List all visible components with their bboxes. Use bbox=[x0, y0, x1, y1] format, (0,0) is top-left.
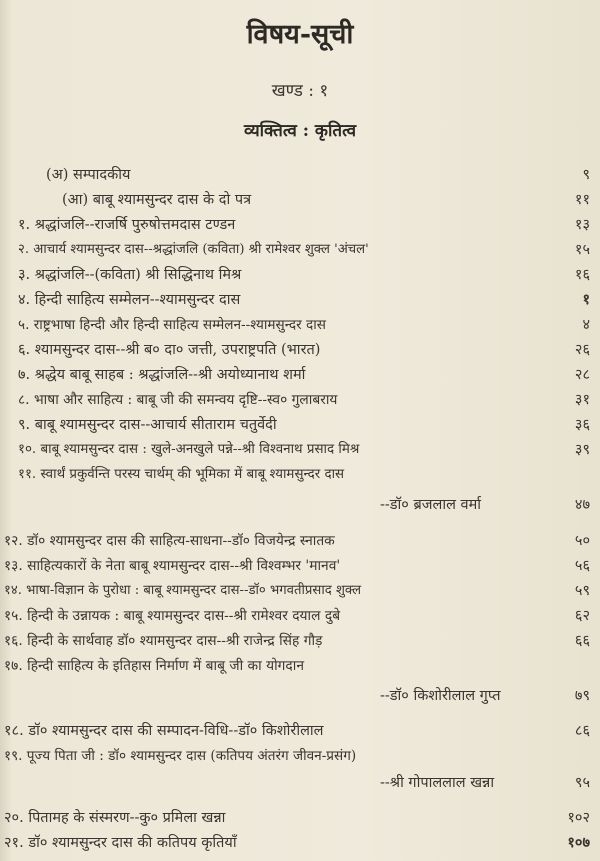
section-label: खण्ड : १ bbox=[271, 81, 329, 101]
toc-entry: ९. बाबू श्यामसुन्दर दास--आचार्य सीताराम चतुर्वेदी ३६ bbox=[18, 417, 590, 433]
toc-entry: ११. स्वार्थं प्रकुर्वन्ति परस्य चार्थम् की भूमिका में बाबू श्यामसुन्दर दास bbox=[18, 467, 345, 482]
toc-entry: १७. हिन्दी साहित्य के इतिहास निर्माण में बाबू जी का योगदान bbox=[4, 658, 304, 674]
toc-entry: १२. डॉ० श्यामसुन्दर दास की साहित्य-साधना--डॉ० विजयेन्द्र स्नातक ५० bbox=[4, 533, 590, 549]
toc-entry: १५. हिन्दी के उन्नायक : बाबू श्यामसुन्दर दास--श्री रामेश्वर दयाल दुबे ६२ bbox=[4, 608, 590, 624]
toc-entry: ८. भाषा और साहित्य : बाबू जी की समन्वय दृष्टि--स्व० गुलाबराय ३१ bbox=[18, 392, 590, 408]
toc-entry: १. श्रद्धांजलि--राजर्षि पुरुषोत्तमदास टण्डन १३ bbox=[18, 217, 590, 233]
toc-entry: १९. पूज्य पिता जी : डॉ० श्यामसुन्दर दास (कतिपय अंतरंग जीवन-प्रसंग) bbox=[4, 748, 357, 764]
toc-entry: ४. हिन्दी साहित्य सम्मेलन--श्यामसुन्दर दास १ bbox=[18, 291, 590, 308]
toc-continuation: --श्री गोपाललाल खन्ना ९५ bbox=[380, 775, 590, 791]
page-title: विषय-सूची bbox=[246, 19, 354, 50]
toc-entry: १३. साहित्यकारों के नेता बाबू श्यामसुन्दर दास--श्री विश्वम्भर 'मानव' ५६ bbox=[4, 558, 590, 574]
toc-entry: २. आचार्य श्यामसुन्दर दास--श्रद्धांजलि (कविता) श्री रामेश्वर शुक्ल 'अंचल' १५ bbox=[18, 242, 590, 258]
toc-entry: १०. बाबू श्यामसुन्दर दास : खुले-अनखुले पन्ने--श्री विश्वनाथ प्रसाद मिश्र ३९ bbox=[18, 442, 590, 458]
toc-entry: ५. राष्ट्रभाषा हिन्दी और हिन्दी साहित्य सम्मेलन--श्यामसुन्दर दास ४ bbox=[18, 317, 590, 333]
toc-entry: १४. भाषा-विज्ञान के पुरोधा : बाबू श्यामसुन्दर दास--डॉ० भगवतीप्रसाद शुक्ल ५९ bbox=[4, 583, 590, 599]
toc-continuation: --डॉ० ब्रजलाल वर्मा ४७ bbox=[380, 497, 590, 513]
toc-entry: ७. श्रद्धेय बाबू साहब : श्रद्धांजलि--श्री अयोध्यानाथ शर्मा २८ bbox=[18, 367, 590, 383]
toc-entry: ६. श्यामसुन्दर दास--श्री ब० दा० जत्ती, उपराष्ट्रपति (भारत) २६ bbox=[18, 342, 590, 358]
toc-entry: (आ) बाबू श्यामसुन्दर दास के दो पत्र ११ bbox=[62, 192, 590, 208]
toc-entry: २१. डॉ० श्यामसुन्दर दास की कतिपय कृतियाँ १०७ bbox=[4, 834, 590, 851]
toc-entry: १६. हिन्दी के सार्थवाह डॉ० श्यामसुन्दर दास--श्री राजेन्द्र सिंह गौड़ ६६ bbox=[4, 633, 590, 649]
toc-entry: (अ) सम्पादकीय ९ bbox=[46, 167, 590, 183]
toc-continuation: --डॉ० किशोरीलाल गुप्त ७९ bbox=[380, 688, 590, 704]
toc-entry: ३. श्रद्धांजलि--(कविता) श्री सिद्धिनाथ मिश्र १६ bbox=[18, 267, 590, 283]
section-title: व्यक्तित्व : कृतित्व bbox=[243, 121, 357, 141]
toc-entry: २०. पितामह के संस्मरण--कु० प्रमिला खन्ना १०२ bbox=[4, 810, 590, 826]
toc-entry: १८. डॉ० श्यामसुन्दर दास की सम्पादन-विधि--डॉ० किशोरीलाल ८६ bbox=[4, 723, 590, 739]
